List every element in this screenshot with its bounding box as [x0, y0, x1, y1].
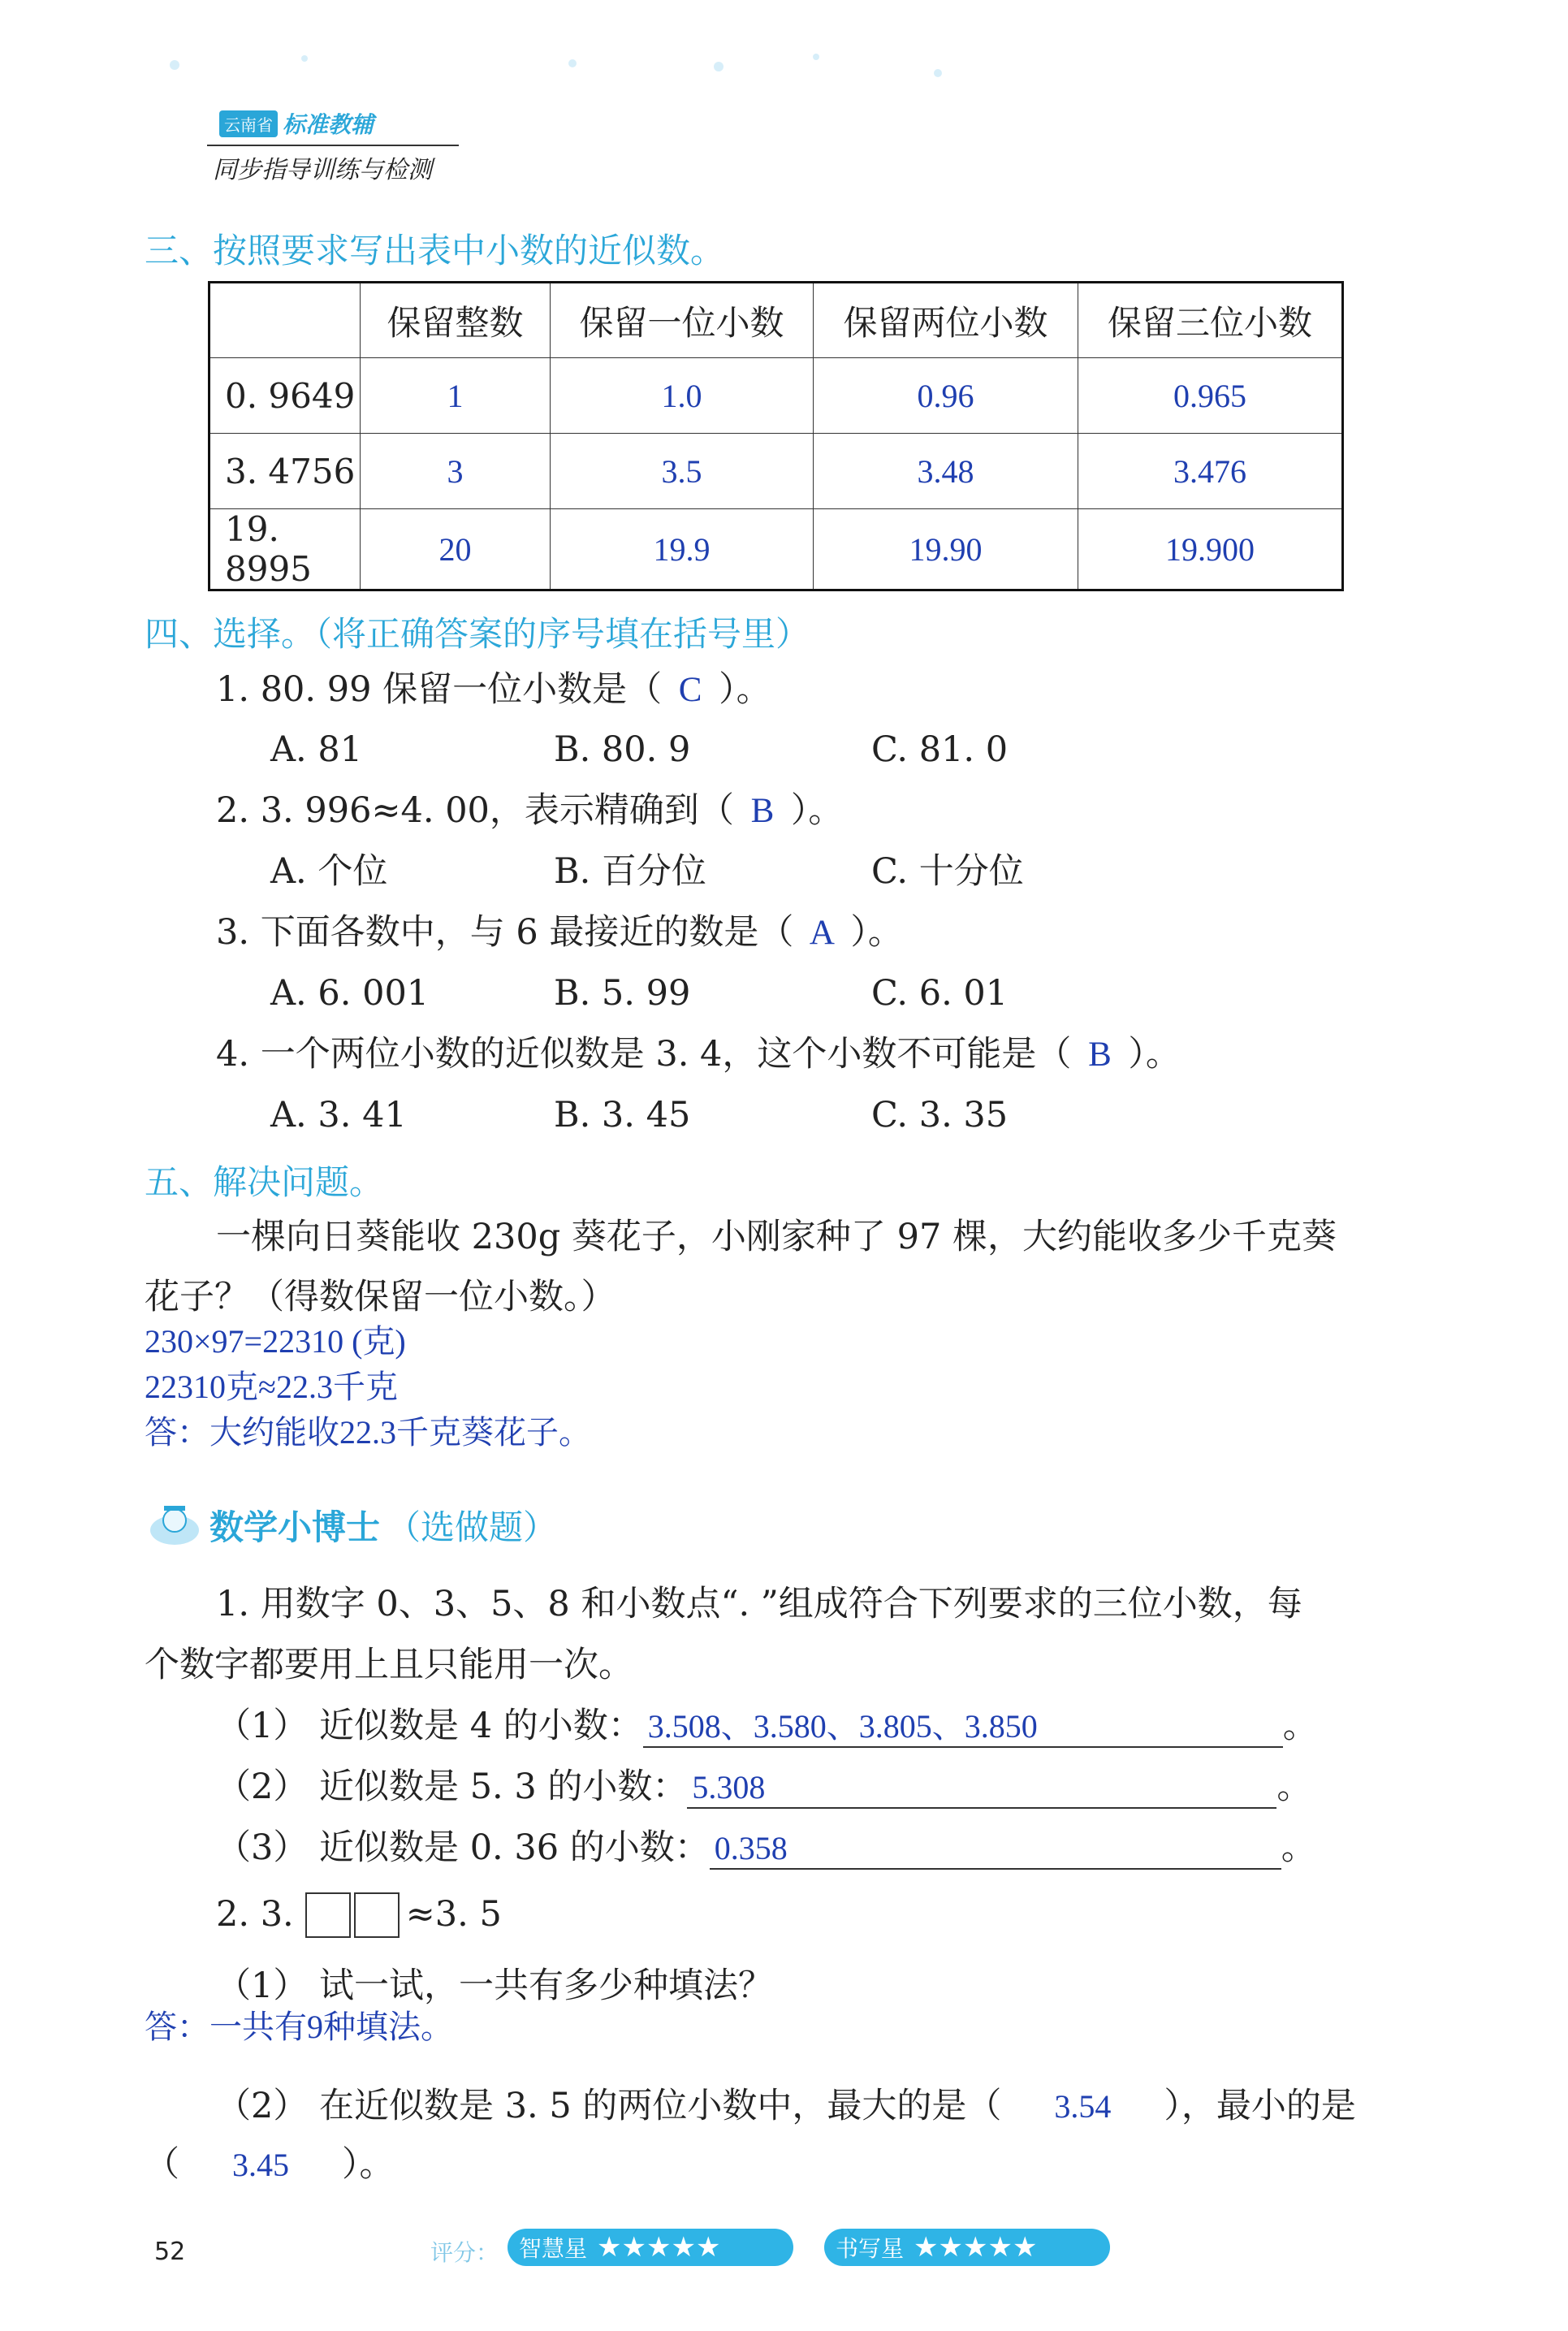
digit-box: [354, 1892, 400, 1938]
row-number: 0. 9649: [209, 358, 361, 434]
section3-title: 三、按照要求写出表中小数的近似数。: [145, 231, 725, 270]
bonus-q1-line-1: 1. 用数字 0、3、5、8 和小数点“. ”组成符合下列要求的三位小数，每: [216, 1584, 1302, 1624]
answer-text: 3.45: [232, 2147, 289, 2183]
answer-blank: 5.308: [687, 1768, 1276, 1809]
answer-text: 3.54: [1054, 2088, 1112, 2125]
answer-text: B: [1088, 1036, 1112, 1074]
question-end: ）。: [790, 790, 844, 831]
sub-label: （1） 近似数是 4 的小数：: [216, 1706, 643, 1746]
header-brand: [219, 107, 374, 140]
solution-line-1: 230×97=22310 (克): [145, 1323, 406, 1360]
option-b: B. 3. 45: [554, 1095, 691, 1135]
answer-cell: 3.5: [551, 434, 814, 509]
answer-cell: 20: [361, 509, 551, 590]
answer-cell: 1: [361, 358, 551, 434]
rating-label: 智慧星: [519, 2235, 588, 2262]
problem-line-1: 一棵向日葵能收 230g 葵花子，小刚家种了 97 棵，大约能收多少千克葵: [216, 1217, 1337, 1257]
series-name: 标准教辅: [283, 111, 374, 138]
row-number: 19. 8995: [209, 509, 361, 590]
header-decoration: [142, 49, 954, 81]
table-corner-cell: [209, 283, 361, 358]
answer-cell: 19.90: [814, 509, 1078, 590]
bonus-q2: [216, 1892, 502, 1938]
bonus-q1-line-2: 个数字都要用上且只能用一次。: [145, 1645, 633, 1685]
bonus-tag: （选做题）: [387, 1507, 558, 1547]
rating-label: 书写星: [836, 2235, 905, 2262]
scholar-mascot-icon: [146, 1503, 203, 1548]
digit-boxes: [305, 1892, 400, 1938]
question-1: [216, 669, 771, 711]
question-end: ）。: [850, 912, 903, 953]
table-row: [209, 434, 1343, 509]
header-subtitle: 同步指导训练与检测: [213, 156, 432, 184]
header-rule: [207, 145, 459, 146]
star-icon: ★★★★★: [597, 2231, 721, 2264]
question-text: 4. 一个两位小数的近似数是 3. 4，这个小数不可能是（: [216, 1034, 1072, 1075]
bonus-q2-sub-1-answer: 答：一共有9种填法。: [145, 2009, 453, 2045]
answer-cell: 19.9: [551, 509, 814, 590]
answer-text: C: [678, 671, 702, 709]
option-a: A. 6. 001: [270, 973, 430, 1014]
solution-line-2: 22310克≈22.3千克: [145, 1369, 398, 1405]
option-a: A. 个位: [270, 851, 388, 892]
period: 。: [1281, 1827, 1316, 1868]
period: 。: [1282, 1706, 1318, 1746]
bracket-open: （: [145, 2144, 179, 2185]
star-icon: ★★★★★: [914, 2231, 1038, 2264]
bracket-close: ）。: [342, 2144, 395, 2185]
solution-answer: 答：大约能收22.3千克葵花子。: [145, 1414, 591, 1451]
question-end: ）。: [1128, 1034, 1181, 1075]
period: 。: [1276, 1767, 1312, 1807]
column-header: 保留三位小数: [1078, 283, 1343, 358]
approximation-table: [208, 281, 1344, 591]
answer-text: A: [809, 914, 835, 952]
option-c: C. 十分位: [871, 851, 1024, 892]
question-2: [216, 790, 843, 832]
column-header: 保留整数: [361, 283, 551, 358]
column-header: 保留两位小数: [814, 283, 1078, 358]
row-number: 3. 4756: [209, 434, 361, 509]
column-header: 保留一位小数: [551, 283, 814, 358]
answer-cell: 1.0: [551, 358, 814, 434]
problem-line-2: 花子？（得数保留一位小数。）: [145, 1277, 616, 1317]
section5-title: 五、解决问题。: [145, 1162, 384, 1202]
page-number: 52: [154, 2238, 186, 2266]
writing-star-rating: [824, 2229, 1110, 2266]
option-a: A. 81: [270, 729, 363, 770]
option-c: C. 3. 35: [871, 1095, 1009, 1135]
wisdom-star-rating: [508, 2229, 793, 2266]
bonus-q1-sub-1: [216, 1706, 1318, 1748]
table-header-row: [209, 283, 1343, 358]
digit-box: [305, 1892, 351, 1938]
bonus-q2-sub-1: （1） 试一试，一共有多少种填法？: [216, 1966, 774, 2006]
sub-label: （2） 近似数是 5. 3 的小数：: [216, 1767, 688, 1807]
option-a: A. 3. 41: [270, 1095, 407, 1135]
answer-cell: 0.965: [1078, 358, 1343, 434]
score-label: 评分：: [430, 2239, 499, 2266]
brand-badge: 云南省: [219, 110, 278, 137]
answer-blank: 0.358: [710, 1829, 1281, 1870]
section4-title: 四、选择。（将正确答案的序号填在括号里）: [145, 614, 810, 654]
question-text: 2. 3. 996≈4. 00，表示精确到（: [216, 790, 734, 831]
question-text: 3. 下面各数中，与 6 最接近的数是（: [216, 912, 794, 953]
answer-cell: 3.476: [1078, 434, 1343, 509]
option-c: C. 81. 0: [871, 729, 1009, 770]
option-b: B. 百分位: [554, 851, 706, 892]
question-text: （2） 在近似数是 3. 5 的两位小数中，最大的是（: [216, 2086, 1002, 2126]
option-b: B. 5. 99: [554, 973, 691, 1014]
answer-cell: 3: [361, 434, 551, 509]
answer-cell: 19.900: [1078, 509, 1343, 590]
answer-cell: 3.48: [814, 434, 1078, 509]
sparkle-decoration-icon: [142, 49, 954, 81]
table-row: [209, 509, 1343, 590]
answer-text: B: [750, 792, 775, 830]
sub-label: （3） 近似数是 0. 36 的小数：: [216, 1827, 710, 1868]
q2-suffix: ≈3. 5: [405, 1894, 502, 1935]
answer-cell: 0.96: [814, 358, 1078, 434]
table-row: [209, 358, 1343, 434]
question-text: 1. 80. 99 保留一位小数是（: [216, 669, 663, 710]
bonus-q2-sub-2-cont: [145, 2144, 395, 2186]
bonus-q1-sub-2: [216, 1767, 1311, 1809]
option-b: B. 80. 9: [554, 729, 691, 770]
bonus-title: 数学小博士: [209, 1507, 381, 1547]
bonus-header: [146, 1501, 557, 1550]
answer-blank: 3.508、3.580、3.805、3.850: [643, 1707, 1283, 1748]
option-c: C. 6. 01: [871, 973, 1009, 1014]
question-end: ）。: [719, 669, 771, 710]
bonus-q2-sub-2: [216, 2086, 1356, 2128]
q2-prefix: 2. 3.: [216, 1894, 294, 1935]
bonus-q1-sub-3: [216, 1827, 1316, 1870]
question-text: ），最小的是: [1164, 2086, 1356, 2126]
question-4: [216, 1034, 1181, 1076]
question-3: [216, 912, 903, 954]
